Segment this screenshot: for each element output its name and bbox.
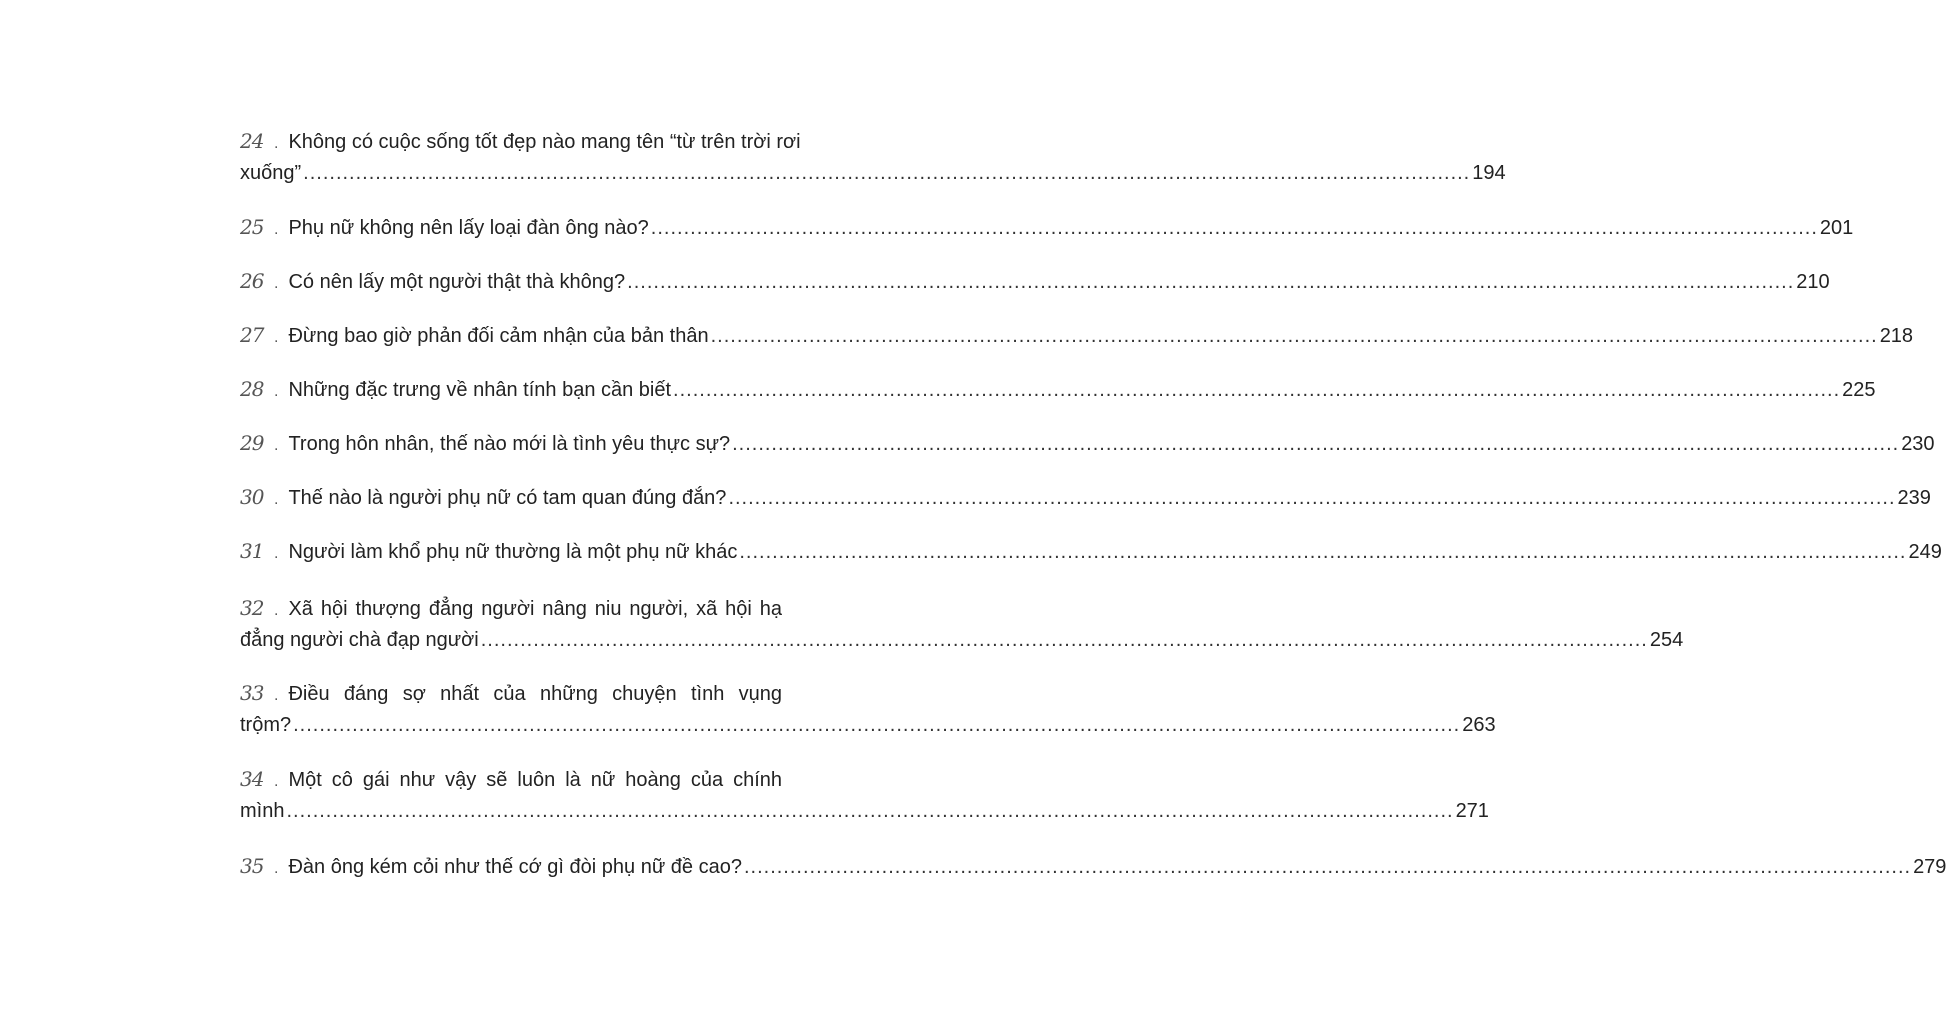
entry-page-number: 230	[1901, 433, 1935, 455]
entry-page-number: 225	[1842, 379, 1876, 401]
entry-title: Những đặc trưng về nhân tính bạn cần biết	[288, 379, 672, 401]
entry-title-continued: trộm?	[240, 714, 292, 736]
dot-leader	[651, 212, 1818, 244]
toc-entry-29[interactable]: 29 . Trong hôn nhân, thế nào mới là tình yêu thực sự? ..... 230	[240, 427, 782, 459]
entry-page-number: 271	[1455, 800, 1489, 822]
entry-title: Thế nào là người phụ nữ có tam quan đúng đắn?	[288, 487, 727, 509]
toc-entry-26[interactable]: 26 . Có nên lấy một người thật thà không? ..... 210	[240, 265, 782, 297]
dot-leader	[303, 157, 1470, 189]
dot-leader	[286, 795, 1453, 827]
entry-page-number: 201	[1819, 217, 1854, 239]
dot-leader	[627, 266, 1794, 298]
entry-page-number: 263	[1462, 714, 1496, 736]
entry-page-number: 194	[1472, 162, 1506, 184]
entry-number: 32	[240, 596, 264, 620]
entry-number: 30	[240, 485, 264, 509]
entry-title: Phụ nữ không nên lấy loại đàn ông nào?	[288, 217, 649, 239]
entry-number: 31	[240, 539, 264, 563]
entry-number: 24	[240, 129, 264, 153]
entry-title: Xã hội thượng đẳng người nâng niu người, xã hội hạ	[288, 598, 782, 620]
toc-entry-35[interactable]: 35 . Đàn ông kém cỏi như thế cớ gì đòi phụ nữ đề cao? ..... 279	[240, 850, 782, 882]
dot-leader	[744, 851, 1911, 883]
toc-entry-30[interactable]: 30 . Thế nào là người phụ nữ có tam quan đúng đắn? ..... 239	[240, 481, 782, 513]
dot-leader	[293, 709, 1460, 741]
entry-number: 34	[240, 767, 264, 791]
entry-number: 33	[240, 681, 264, 705]
entry-title: Một cô gái như vậy sẽ luôn là nữ hoàng của chính	[288, 769, 782, 791]
entry-number: 26	[240, 269, 264, 293]
entry-page-number: 279	[1913, 856, 1946, 878]
toc-entry-34[interactable]: 34 . Một cô gái như vậy sẽ luôn là nữ hoàng của chính mình ..... 271	[240, 763, 782, 827]
entry-number: 25	[240, 215, 264, 239]
dot-leader	[481, 624, 1648, 656]
entry-title: Điều đáng sợ nhất của những chuyện tình vụng	[288, 683, 782, 705]
dot-leader	[739, 536, 1906, 568]
toc-entry-28[interactable]: 28 . Những đặc trưng về nhân tính bạn cần biết ..... 225	[240, 373, 782, 405]
entry-title: Đừng bao giờ phản đối cảm nhận của bản thân	[288, 325, 709, 347]
entry-page-number: 249	[1908, 541, 1942, 563]
dot-leader	[711, 320, 1878, 352]
entry-number: 27	[240, 323, 264, 347]
entry-page-number: 239	[1897, 487, 1931, 509]
entry-title: Có nên lấy một người thật thà không?	[288, 271, 626, 293]
entry-title: Trong hôn nhân, thế nào mới là tình yêu thực sự?	[288, 433, 731, 455]
toc-entry-33[interactable]: 33 . Điều đáng sợ nhất của những chuyện tình vụng trộm? ..... 263	[240, 677, 782, 741]
entry-title-continued: mình	[240, 800, 285, 822]
toc-entry-31[interactable]: 31 . Người làm khổ phụ nữ thường là một phụ nữ khác ..... 249	[240, 535, 782, 567]
entry-page-number: 218	[1879, 325, 1914, 347]
toc-entry-24[interactable]: 24 . Không có cuộc sống tốt đẹp nào mang tên “từ trên trời rơi xuống” ..... 194	[240, 125, 782, 189]
toc-entry-25[interactable]: 25 . Phụ nữ không nên lấy loại đàn ông nào? ..... 201	[240, 211, 782, 243]
entry-title-continued: xuống”	[240, 162, 302, 184]
entry-page-number: 210	[1796, 271, 1830, 293]
entry-title: Đàn ông kém cỏi như thế cớ gì đòi phụ nữ đề cao?	[288, 856, 742, 878]
dot-leader	[673, 374, 1840, 406]
dot-leader	[728, 482, 1895, 514]
entry-number: 29	[240, 431, 264, 455]
entry-number: 35	[240, 854, 264, 878]
toc-entry-27[interactable]: 27 . Đừng bao giờ phản đối cảm nhận của bản thân ..... 218	[240, 319, 782, 351]
dot-leader	[732, 428, 1899, 460]
entry-title: Không có cuộc sống tốt đẹp nào mang tên “từ trên trời rơi	[288, 131, 801, 153]
entry-number: 28	[240, 377, 264, 401]
toc-entry-32[interactable]: 32 . Xã hội thượng đẳng người nâng niu người, xã hội hạ đẳng người chà đạp người ..... 254	[240, 592, 782, 656]
entry-page-number: 254	[1649, 629, 1684, 651]
entry-title: Người làm khổ phụ nữ thường là một phụ nữ khác	[288, 541, 738, 563]
entry-title-continued: đẳng người chà đạp người	[240, 629, 479, 651]
